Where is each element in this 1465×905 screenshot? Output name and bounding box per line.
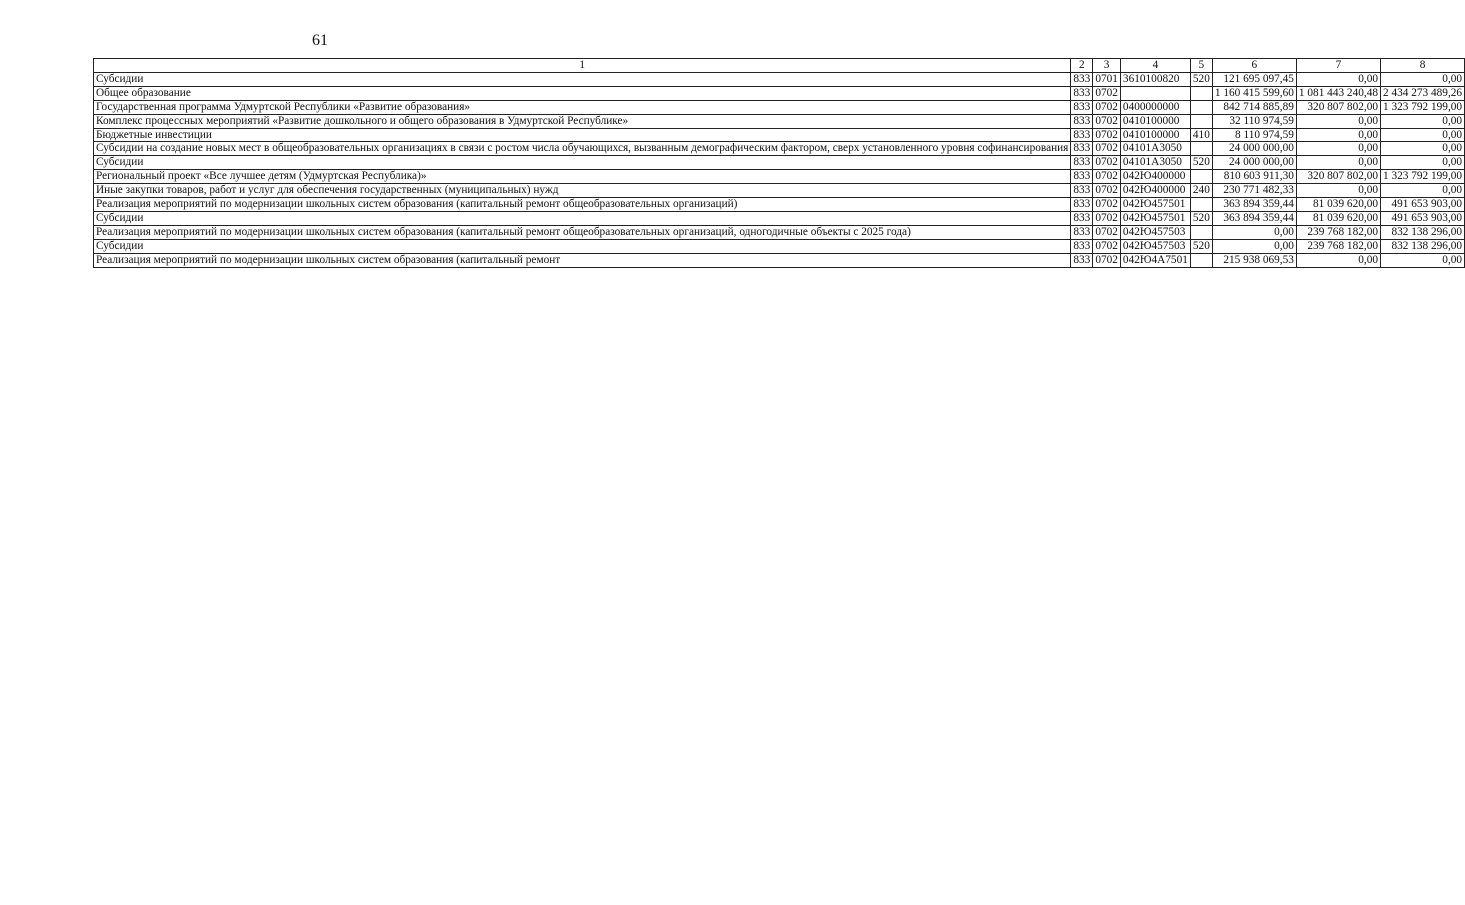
cell-amount-year3: 0,00 [1381, 156, 1465, 170]
table-row [94, 170, 1465, 184]
cell-target-code: 0410100000 [1120, 128, 1190, 142]
cell-amount-year2: 320 807 802,00 [1296, 170, 1380, 184]
cell-amount-year3: 1 323 792 199,00 [1381, 170, 1465, 184]
cell-expense-type: 520 [1190, 239, 1212, 253]
cell-amount-year2: 239 768 182,00 [1296, 239, 1380, 253]
cell-name: Комплекс процессных мероприятий «Развитие дошкольного и общего образования в Удмуртской Республике» [94, 114, 1071, 128]
cell-expense-type [1190, 170, 1212, 184]
cell-target-code: 042Ю457503 [1120, 225, 1190, 239]
page-number: 61 [312, 32, 328, 49]
cell-amount-year2: 0,00 [1296, 72, 1380, 86]
budget-table [93, 58, 1465, 268]
cell-name: Реализация мероприятий по модернизации школьных систем образования (капитальный ремонт [94, 253, 1071, 267]
cell-section: 0702 [1093, 170, 1121, 184]
cell-amount-year1: 215 938 069,53 [1212, 253, 1296, 267]
cell-section: 0702 [1093, 100, 1121, 114]
cell-section: 0702 [1093, 114, 1121, 128]
column-header: 8 [1381, 59, 1465, 73]
cell-amount-year3: 0,00 [1381, 114, 1465, 128]
table-row [94, 198, 1465, 212]
column-header: 2 [1071, 59, 1093, 73]
cell-ved: 833 [1071, 156, 1093, 170]
cell-amount-year2: 0,00 [1296, 128, 1380, 142]
cell-ved: 833 [1071, 211, 1093, 225]
cell-expense-type: 520 [1190, 211, 1212, 225]
cell-expense-type [1190, 225, 1212, 239]
cell-target-code [1120, 86, 1190, 100]
cell-ved: 833 [1071, 72, 1093, 86]
cell-section: 0701 [1093, 72, 1121, 86]
cell-ved: 833 [1071, 114, 1093, 128]
cell-name: Субсидии [94, 156, 1071, 170]
cell-expense-type [1190, 253, 1212, 267]
cell-name: Бюджетные инвестиции [94, 128, 1071, 142]
table-row [94, 128, 1465, 142]
cell-section: 0702 [1093, 239, 1121, 253]
cell-amount-year2: 0,00 [1296, 114, 1380, 128]
cell-name: Иные закупки товаров, работ и услуг для обеспечения государственных (муниципальных) нужд [94, 184, 1071, 198]
cell-amount-year3: 0,00 [1381, 128, 1465, 142]
cell-name: Региональный проект «Все лучшее детям (Удмуртская Республика)» [94, 170, 1071, 184]
table-row [94, 239, 1465, 253]
cell-amount-year1: 363 894 359,44 [1212, 198, 1296, 212]
cell-name: Субсидии [94, 211, 1071, 225]
cell-section: 0702 [1093, 142, 1121, 156]
column-header: 3 [1093, 59, 1121, 73]
cell-ved: 833 [1071, 170, 1093, 184]
cell-amount-year2: 81 039 620,00 [1296, 211, 1380, 225]
cell-section: 0702 [1093, 184, 1121, 198]
cell-ved: 833 [1071, 198, 1093, 212]
cell-amount-year3: 0,00 [1381, 184, 1465, 198]
cell-amount-year1: 121 695 097,45 [1212, 72, 1296, 86]
cell-ved: 833 [1071, 100, 1093, 114]
table-row [94, 86, 1465, 100]
cell-amount-year3: 0,00 [1381, 142, 1465, 156]
cell-amount-year3: 0,00 [1381, 253, 1465, 267]
cell-section: 0702 [1093, 128, 1121, 142]
cell-amount-year2: 320 807 802,00 [1296, 100, 1380, 114]
cell-name: Общее образование [94, 86, 1071, 100]
cell-target-code: 042Ю4А7501 [1120, 253, 1190, 267]
table-row [94, 142, 1465, 156]
cell-section: 0702 [1093, 86, 1121, 100]
cell-target-code: 0410100000 [1120, 114, 1190, 128]
cell-name: Субсидии на создание новых мест в общеобразовательных организациях в связи с ростом числа обучающихся, вызванным демографическим фактором, сверх установленного уровня софинансирования [94, 142, 1071, 156]
cell-section: 0702 [1093, 156, 1121, 170]
cell-amount-year1: 1 160 415 599,60 [1212, 86, 1296, 100]
cell-amount-year3: 832 138 296,00 [1381, 225, 1465, 239]
cell-expense-type [1190, 100, 1212, 114]
header-row [94, 59, 1465, 73]
table-row [94, 184, 1465, 198]
cell-target-code: 042Ю457501 [1120, 198, 1190, 212]
table-row [94, 156, 1465, 170]
column-header: 4 [1120, 59, 1190, 73]
table-row [94, 114, 1465, 128]
cell-expense-type: 240 [1190, 184, 1212, 198]
column-header: 1 [94, 59, 1071, 73]
cell-amount-year2: 0,00 [1296, 142, 1380, 156]
cell-amount-year3: 2 434 273 489,26 [1381, 86, 1465, 100]
cell-expense-type [1190, 86, 1212, 100]
cell-ved: 833 [1071, 225, 1093, 239]
cell-expense-type [1190, 114, 1212, 128]
cell-target-code: 042Ю400000 [1120, 184, 1190, 198]
cell-target-code: 042Ю457501 [1120, 211, 1190, 225]
cell-amount-year2: 0,00 [1296, 253, 1380, 267]
cell-expense-type: 520 [1190, 72, 1212, 86]
cell-section: 0702 [1093, 198, 1121, 212]
cell-section: 0702 [1093, 253, 1121, 267]
table-row [94, 72, 1465, 86]
cell-ved: 833 [1071, 86, 1093, 100]
table-row [94, 211, 1465, 225]
cell-ved: 833 [1071, 142, 1093, 156]
cell-name: Субсидии [94, 239, 1071, 253]
cell-amount-year3: 491 653 903,00 [1381, 198, 1465, 212]
cell-ved: 833 [1071, 184, 1093, 198]
cell-ved: 833 [1071, 253, 1093, 267]
table-row [94, 253, 1465, 267]
cell-amount-year1: 8 110 974,59 [1212, 128, 1296, 142]
cell-amount-year1: 32 110 974,59 [1212, 114, 1296, 128]
cell-amount-year2: 0,00 [1296, 156, 1380, 170]
cell-expense-type [1190, 198, 1212, 212]
cell-name: Реализация мероприятий по модернизации школьных систем образования (капитальный ремонт общеобразовательных организаций) [94, 198, 1071, 212]
cell-expense-type: 520 [1190, 156, 1212, 170]
cell-target-code: 042Ю457503 [1120, 239, 1190, 253]
column-header: 6 [1212, 59, 1296, 73]
cell-expense-type [1190, 142, 1212, 156]
column-header: 5 [1190, 59, 1212, 73]
cell-amount-year1: 842 714 885,89 [1212, 100, 1296, 114]
cell-amount-year3: 832 138 296,00 [1381, 239, 1465, 253]
cell-amount-year1: 24 000 000,00 [1212, 142, 1296, 156]
cell-amount-year2: 0,00 [1296, 184, 1380, 198]
cell-amount-year3: 0,00 [1381, 72, 1465, 86]
cell-amount-year1: 230 771 482,33 [1212, 184, 1296, 198]
table-row [94, 100, 1465, 114]
cell-amount-year2: 1 081 443 240,48 [1296, 86, 1380, 100]
column-header: 7 [1296, 59, 1380, 73]
cell-section: 0702 [1093, 211, 1121, 225]
cell-section: 0702 [1093, 225, 1121, 239]
cell-target-code: 042Ю400000 [1120, 170, 1190, 184]
cell-target-code: 3610100820 [1120, 72, 1190, 86]
cell-amount-year2: 239 768 182,00 [1296, 225, 1380, 239]
cell-amount-year1: 24 000 000,00 [1212, 156, 1296, 170]
cell-amount-year1: 0,00 [1212, 225, 1296, 239]
cell-ved: 833 [1071, 128, 1093, 142]
cell-target-code: 04101A3050 [1120, 156, 1190, 170]
cell-target-code: 0400000000 [1120, 100, 1190, 114]
cell-name: Субсидии [94, 72, 1071, 86]
cell-amount-year1: 810 603 911,30 [1212, 170, 1296, 184]
cell-amount-year2: 81 039 620,00 [1296, 198, 1380, 212]
cell-amount-year3: 491 653 903,00 [1381, 211, 1465, 225]
table-row [94, 225, 1465, 239]
cell-expense-type: 410 [1190, 128, 1212, 142]
cell-ved: 833 [1071, 239, 1093, 253]
cell-amount-year3: 1 323 792 199,00 [1381, 100, 1465, 114]
cell-amount-year1: 363 894 359,44 [1212, 211, 1296, 225]
cell-amount-year1: 0,00 [1212, 239, 1296, 253]
cell-target-code: 04101A3050 [1120, 142, 1190, 156]
cell-name: Государственная программа Удмуртской Республики «Развитие образования» [94, 100, 1071, 114]
cell-name: Реализация мероприятий по модернизации школьных систем образования (капитальный ремонт общеобразовательных организаций, одногодичные объекты с 2025 года) [94, 225, 1071, 239]
